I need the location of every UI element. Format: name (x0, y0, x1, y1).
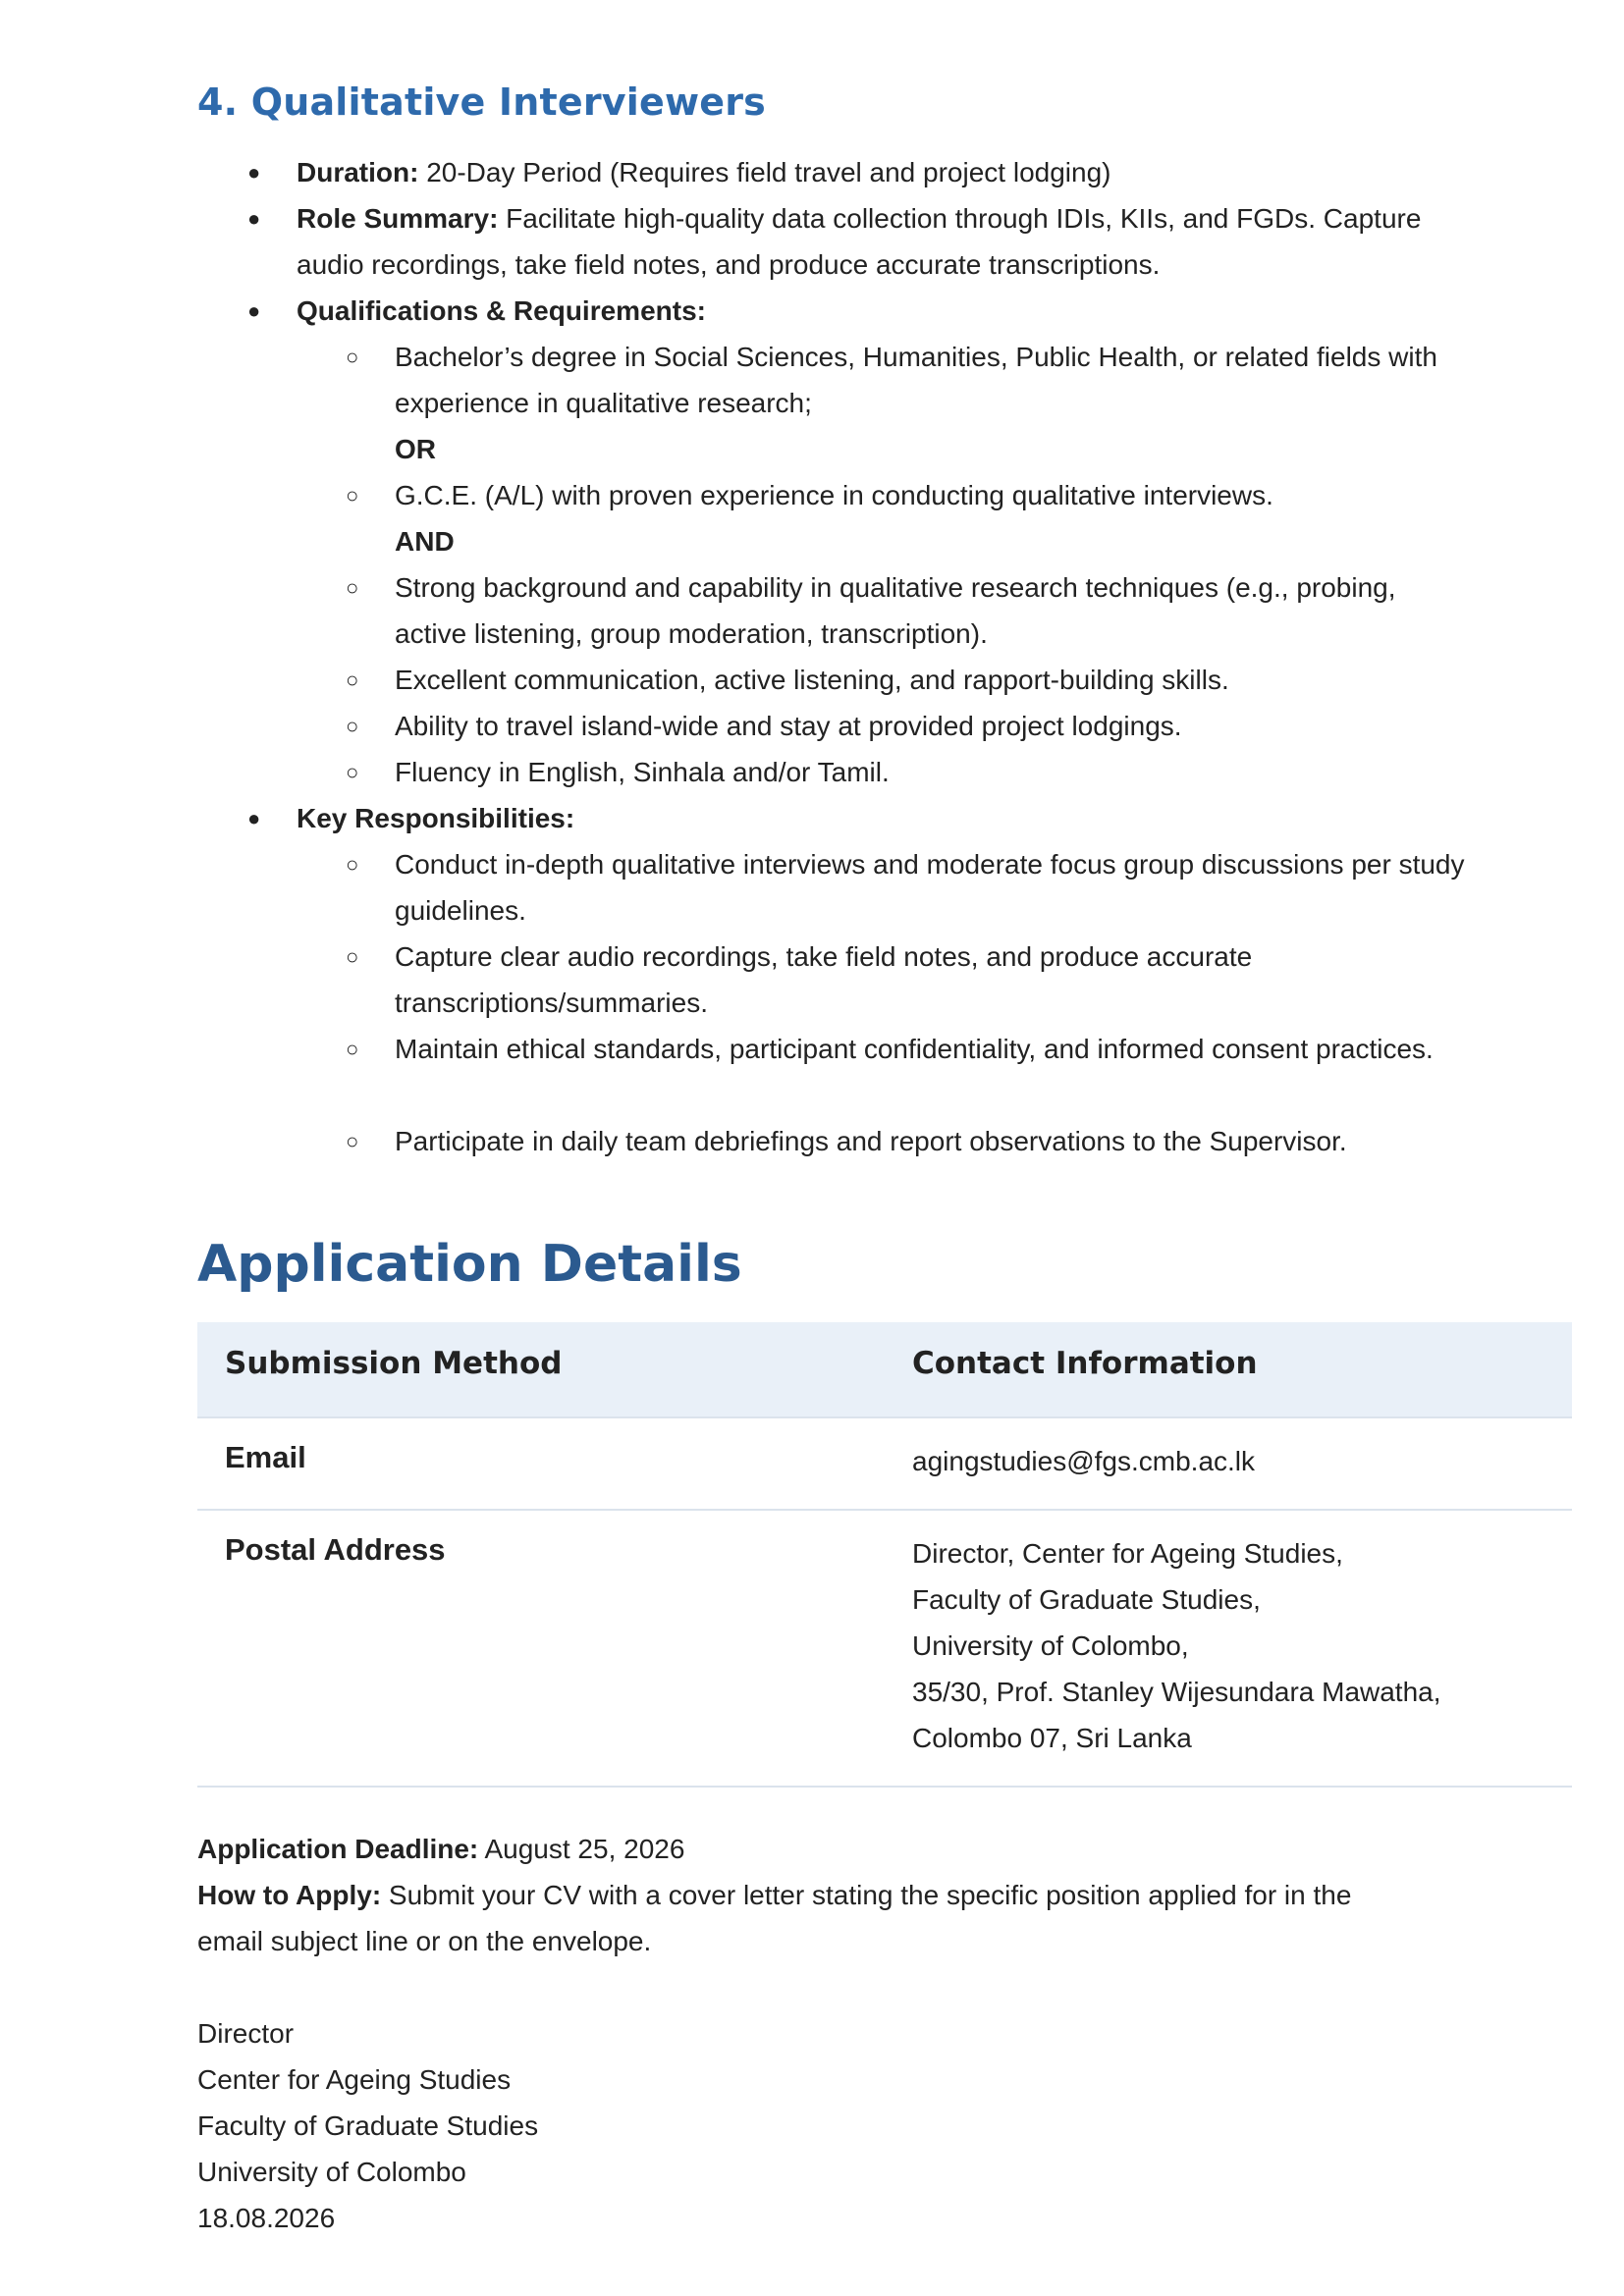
bullet-icon: ● (247, 298, 261, 323)
table-header (197, 1322, 1572, 1418)
qualification-item (346, 703, 1475, 749)
application-details-title: Application Details (197, 1235, 742, 1294)
signature-line: Faculty of Graduate Studies (197, 2110, 539, 2141)
postal-address-label: Postal Address (225, 1532, 446, 1567)
qualification-item (346, 472, 1475, 518)
qualification-item (346, 657, 1475, 703)
email-address[interactable]: agingstudies@fgs.cmb.ac.lk (912, 1446, 1256, 1476)
responsibility-item (346, 841, 1475, 934)
section-title: 4. Qualitative Interviewers (197, 80, 766, 124)
qualification-text: Bachelor’s degree in Social Sciences, Humanities, Public Health, or related fields with experience in qualitative research; (395, 342, 1437, 418)
qualification-text: G.C.E. (A/L) with proven experience in conducting qualitative interviews. (395, 480, 1273, 510)
signature-line: Director (197, 2018, 295, 2049)
role-summary-label: Role Summary: (297, 203, 499, 234)
circle-bullet-icon: ○ (346, 1129, 359, 1153)
signature-line: University of Colombo (197, 2157, 466, 2187)
circle-bullet-icon: ○ (346, 1037, 359, 1061)
role-summary-value: Facilitate high-quality data collection through IDIs, KIIs, and FGDs. Capture audio recordings, take field notes, and produce accurate transcriptions. (297, 203, 1422, 280)
postal-line: University of Colombo, (912, 1630, 1189, 1661)
signature-line: Center for Ageing Studies (197, 2064, 512, 2095)
responsibility-item (346, 934, 1475, 1026)
postal-line: Colombo 07, Sri Lanka (912, 1723, 1192, 1753)
email-label: Email (225, 1440, 306, 1474)
circle-bullet-icon: ○ (346, 760, 359, 784)
column-header-submission-method: Submission Method (225, 1346, 563, 1381)
responsibilities-item (247, 795, 1475, 841)
table-row-email (197, 1418, 1572, 1511)
postal-line: 35/30, Prof. Stanley Wijesundara Mawatha, (912, 1677, 1441, 1707)
circle-bullet-icon: ○ (346, 575, 359, 600)
connector-or: OR (395, 434, 436, 464)
postal-line: Faculty of Graduate Studies, (912, 1584, 1261, 1615)
circle-bullet-icon: ○ (346, 852, 359, 877)
circle-bullet-icon: ○ (346, 483, 359, 507)
qualification-item (346, 564, 1475, 657)
application-table (197, 1322, 1572, 1788)
deadline-label: Application Deadline: (197, 1834, 479, 1864)
application-deadline (197, 1826, 1425, 1872)
postal-line: Director, Center for Ageing Studies, (912, 1538, 1343, 1569)
responsibility-item (346, 1118, 1475, 1164)
circle-bullet-icon: ○ (346, 345, 359, 369)
signature-block (197, 2010, 538, 2241)
responsibility-text: Participate in daily team debriefings and report observations to the Supervisor. (395, 1126, 1347, 1156)
how-to-apply (197, 1872, 1425, 1964)
responsibility-item (346, 1026, 1475, 1072)
qualification-text: Strong background and capability in qualitative research techniques (e.g., probing, active listening, group moderation, transcription). (395, 572, 1396, 649)
qualification-item (346, 749, 1475, 795)
postal-address (912, 1530, 1441, 1761)
bullet-icon: ● (247, 160, 261, 185)
how-to-apply-label: How to Apply: (197, 1880, 382, 1910)
signature-date: 18.08.2026 (197, 2203, 336, 2233)
duration-item (247, 149, 1475, 195)
duration-label: Duration: (297, 157, 419, 187)
circle-bullet-icon: ○ (346, 944, 359, 969)
duration-value: 20-Day Period (Requires field travel and project lodging) (418, 157, 1111, 187)
qualification-text: Ability to travel island-wide and stay at provided project lodgings. (395, 711, 1182, 741)
responsibilities-label: Key Responsibilities: (297, 803, 575, 833)
responsibility-text: Maintain ethical standards, participant confidentiality, and informed consent practices. (395, 1034, 1434, 1064)
bullet-icon: ● (247, 206, 261, 231)
bullet-icon: ● (247, 806, 261, 830)
circle-bullet-icon: ○ (346, 667, 359, 692)
deadline-value: August 25, 2026 (478, 1834, 685, 1864)
qualification-item (346, 334, 1475, 426)
column-header-contact-information: Contact Information (912, 1346, 1258, 1381)
how-to-apply-value: Submit your CV with a cover letter stating the specific position applied for in the email subject line or on the envelope. (197, 1880, 1352, 1956)
qualifications-item (247, 288, 1475, 334)
role-summary-item (247, 195, 1475, 288)
responsibility-text: Capture clear audio recordings, take field notes, and produce accurate transcriptions/summaries. (395, 941, 1253, 1018)
qualification-text: Excellent communication, active listening, and rapport-building skills. (395, 665, 1229, 695)
qualification-text: Fluency in English, Sinhala and/or Tamil. (395, 757, 890, 787)
qualifications-label: Qualifications & Requirements: (297, 295, 706, 326)
circle-bullet-icon: ○ (346, 714, 359, 738)
responsibility-text: Conduct in-depth qualitative interviews and moderate focus group discussions per study guidelines. (395, 849, 1465, 926)
table-row-postal (197, 1511, 1572, 1788)
connector-and: AND (395, 526, 455, 557)
